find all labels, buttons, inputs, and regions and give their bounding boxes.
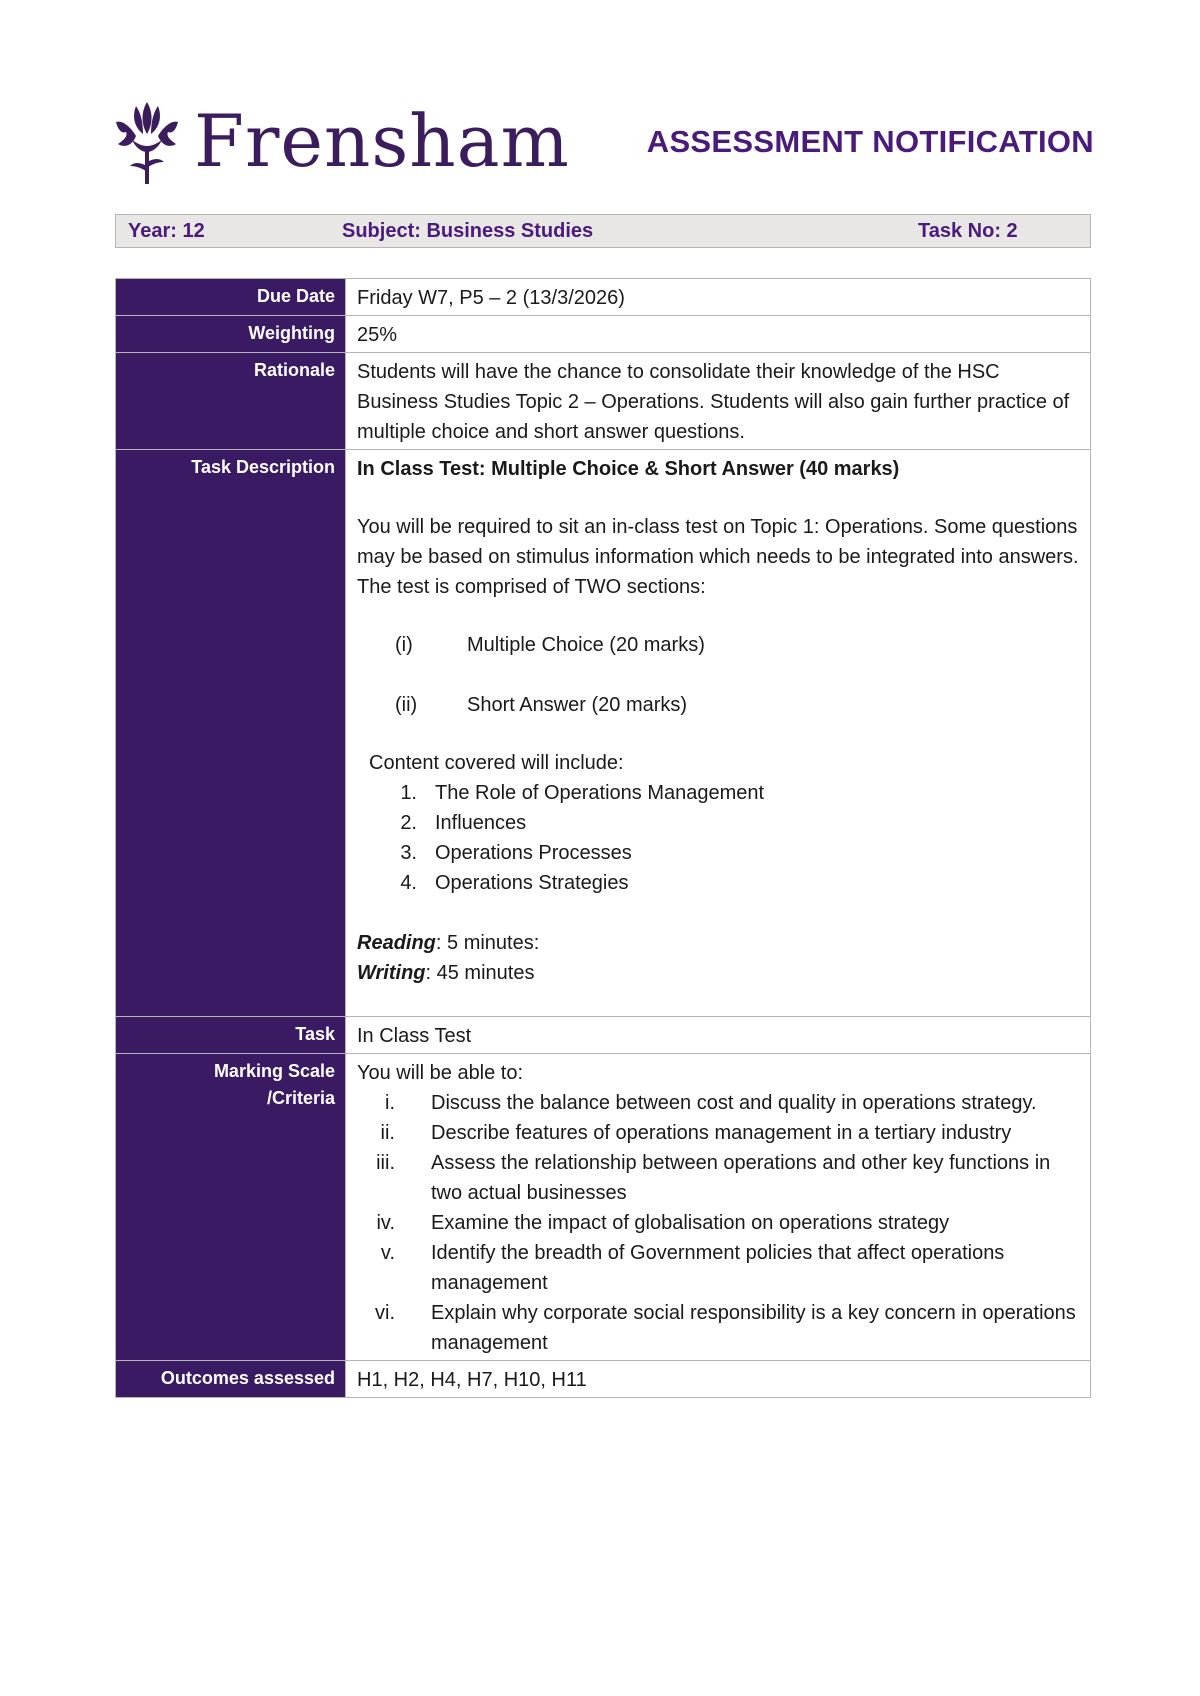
weighting-value: 25% [346, 316, 1091, 353]
task-value: In Class Test [346, 1017, 1091, 1054]
marking-row [116, 1054, 1091, 1361]
writing-time: Writing: 45 minutes [357, 962, 535, 984]
outcomes-value: H1, H2, H4, H7, H10, H11 [346, 1361, 1091, 1398]
weighting-label: Weighting [116, 316, 346, 353]
list-item: 3. Operations Processes [400, 842, 632, 864]
task-description-label: Task Description [116, 450, 346, 1017]
content-intro: Content covered will include: [369, 752, 624, 774]
content-list [357, 778, 1080, 898]
task-label: Task [116, 1017, 346, 1054]
due-date-row [116, 279, 1091, 316]
list-item: 1. The Role of Operations Management [400, 782, 765, 804]
section-item: (ii) Short Answer (20 marks) [395, 694, 688, 716]
rationale-label: Rationale [116, 353, 346, 450]
rationale-row [116, 353, 1091, 450]
marking-label: Marking Scale /Criteria [116, 1054, 346, 1361]
info-bar [115, 214, 1091, 248]
reading-time: Reading: 5 minutes: [357, 932, 540, 954]
subject-label: Subject: Business Studies [342, 220, 594, 242]
list-item: iii. Assess the relationship between operations and other key functions in two actual businesses [376, 1152, 1051, 1204]
weighting-row [116, 316, 1091, 353]
list-item: vi. Explain why corporate social responsibility is a key concern in operations management [375, 1302, 1076, 1354]
assessment-details-table [115, 278, 1091, 1398]
criteria-list [357, 1088, 1080, 1358]
list-item: v. Identify the breadth of Government policies that affect operations management [380, 1242, 1005, 1294]
marking-value [346, 1054, 1091, 1361]
task-description-heading: In Class Test: Multiple Choice & Short Answer (40 marks) [357, 458, 900, 480]
marking-intro: You will be able to: [357, 1062, 524, 1084]
task-description-intro: You will be required to sit an in-class test on Topic 1: Operations. Some questions may be based on stimulus information which needs to be integrated into answers. The test is comprised of TWO sections: [357, 516, 1079, 598]
outcomes-row [116, 1361, 1091, 1398]
list-item: 2. Influences [400, 812, 527, 834]
list-item: iv. Examine the impact of globalisation on operations strategy [376, 1212, 950, 1234]
outcomes-label: Outcomes assessed [116, 1361, 346, 1398]
task-description-value [346, 450, 1091, 1017]
iris-logo-icon [112, 96, 182, 186]
task-row [116, 1017, 1091, 1054]
year-label: Year: 12 [128, 220, 205, 242]
task-description-row [116, 450, 1091, 1017]
list-item: 4. Operations Strategies [400, 872, 629, 894]
due-date-value: Friday W7, P5 – 2 (13/3/2026) [346, 279, 1091, 316]
task-number-label: Task No: 2 [918, 220, 1018, 242]
section-item: (i) Multiple Choice (20 marks) [395, 634, 705, 656]
list-item: ii. Describe features of operations management in a tertiary industry [380, 1122, 1012, 1144]
list-item: i. Discuss the balance between cost and quality in operations strategy. [385, 1092, 1037, 1114]
page-title: ASSESSMENT NOTIFICATION [646, 124, 1094, 159]
due-date-label: Due Date [116, 279, 346, 316]
school-name: Frensham [194, 99, 570, 183]
school-logo [112, 96, 570, 186]
rationale-value: Students will have the chance to consolidate their knowledge of the HSC Business Studies Topic 2 – Operations. Students will also gain further practice of multiple choice and short answer questions. [346, 353, 1091, 450]
